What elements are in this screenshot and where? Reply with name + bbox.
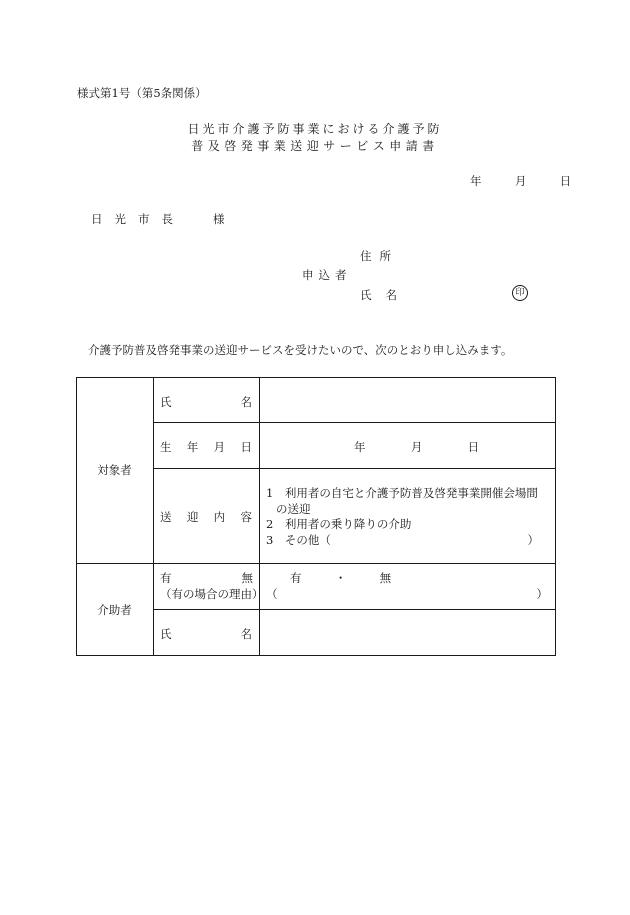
label-char: 名 (240, 627, 252, 641)
helper-no-option[interactable]: 無 (379, 571, 392, 585)
helper-name-label (160, 626, 252, 642)
birth-date-label (160, 439, 252, 455)
row-divider-1 (153, 422, 556, 423)
date-day-label: 日 (559, 174, 572, 188)
applicant-address-label: 住所 (360, 249, 399, 263)
group-divider (76, 563, 556, 564)
date-year-label: 年 (470, 174, 482, 188)
form-title-line-1: 日光市介護予防事業における介護予防 (187, 122, 443, 136)
addressee-name: 日光市長 (91, 212, 185, 226)
label-char: 有 (160, 571, 172, 585)
helper-presence-field (266, 570, 548, 602)
column-divider-2 (259, 377, 260, 656)
date-month-label: 月 (514, 174, 527, 188)
helper-yes-option[interactable]: 有 (290, 571, 302, 585)
applicant-name-label: 氏名 (360, 288, 411, 302)
birth-day-label: 日 (467, 440, 480, 454)
label-char: 内 (213, 510, 226, 524)
subject-name-label (160, 394, 252, 410)
label-char: 無 (241, 571, 253, 585)
subject-group-label: 対象者 (97, 463, 132, 477)
helper-name-field[interactable] (266, 615, 548, 651)
helper-reason-label: （有の場合の理由） (160, 587, 264, 601)
helper-presence-label (160, 570, 264, 602)
helper-group-label: 介助者 (97, 603, 132, 617)
label-char: 名 (240, 395, 252, 409)
column-divider-1 (153, 377, 154, 656)
birth-date-field[interactable] (354, 439, 479, 455)
transport-option-1-cont: の送迎 (276, 501, 311, 516)
addressee (91, 211, 225, 227)
form-number: 様式第1号（第5条関係） (77, 86, 207, 100)
addressee-honorific: 様 (213, 212, 225, 226)
label-char: 送 (160, 510, 172, 524)
form-title-line-2: 普及啓発事業送迎サービス申請書 (191, 139, 439, 153)
row-divider-2 (153, 468, 556, 469)
transport-options (266, 486, 548, 548)
transport-option-2[interactable]: 2 利用者の乗り降りの介助 (266, 517, 412, 531)
opening-paren: （ (266, 587, 278, 601)
label-char: 日 (240, 440, 252, 454)
transport-option-1[interactable]: 1 利用者の自宅と介護予防普及啓発事業開催会場間 (266, 486, 538, 500)
transport-content-label (160, 509, 252, 525)
application-date (470, 173, 571, 189)
birth-month-label: 月 (410, 440, 423, 454)
label-char: 月 (213, 440, 226, 454)
closing-paren: ） (527, 532, 539, 547)
table-border-bottom (76, 655, 556, 656)
label-char: 容 (240, 510, 252, 524)
label-char: 年 (186, 440, 199, 454)
label-char: 氏 (160, 395, 172, 409)
subject-name-field[interactable] (266, 382, 548, 418)
label-char: 生 (160, 440, 172, 454)
seal-mark: 印 (512, 285, 528, 301)
applicant-label: 申込者 (302, 268, 352, 282)
intro-statement: 介護予防普及啓発事業の送迎サービスを受けたいので、次のとおり申し込みます。 (88, 343, 513, 357)
separator-dot: ・ (334, 571, 347, 585)
table-border-top (76, 377, 556, 378)
label-char: 迎 (186, 510, 199, 524)
transport-option-3-text: 3 その他（ (266, 532, 331, 547)
birth-year-label: 年 (354, 440, 366, 454)
closing-paren: ） (536, 587, 548, 601)
helper-reason-field[interactable] (266, 586, 548, 602)
transport-option-3[interactable] (266, 533, 548, 549)
label-char: 氏 (160, 627, 172, 641)
application-table (76, 377, 556, 656)
table-border-right (555, 377, 556, 656)
row-divider-3 (153, 609, 556, 610)
helper-presence-choice[interactable] (266, 570, 548, 586)
